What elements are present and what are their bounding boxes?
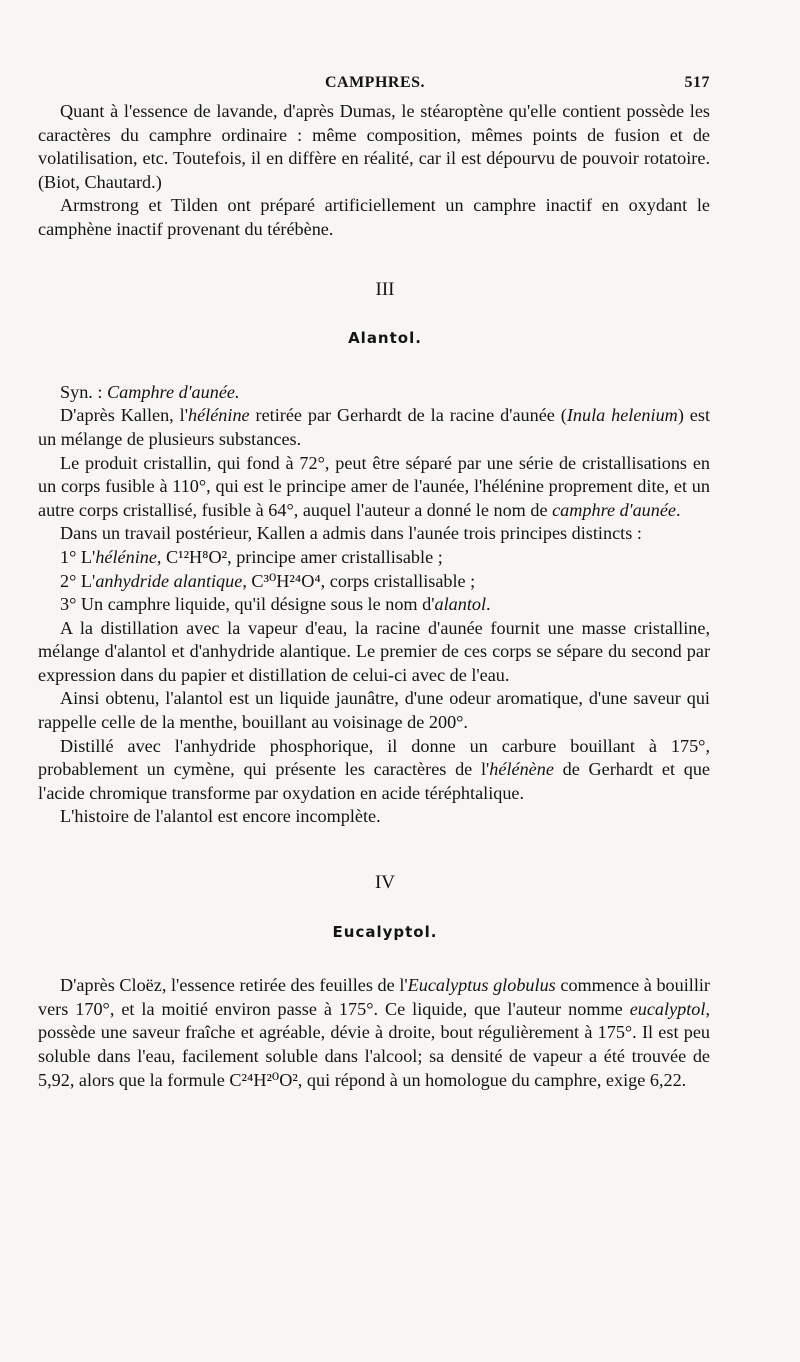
paragraph-travail: Dans un travail postérieur, Kallen a admis dans l'aunée trois principes distincts : [60, 523, 642, 544]
paragraph-lavande: Quant à l'essence de lavande, d'après Dumas, le stéaroptène qu'elle contient possède les caractères du camphre ordinaire : même composition, mêmes points de fusion et de volatilisation, etc. Toutefois, il en diffère en réalité, car il est dépourvu de pouvoir rotatoire. (Biot, Chautard.) [38, 101, 710, 192]
paragraph-armstrong: Armstrong et Tilden ont préparé artificiellement un camphre inactif en oxydant le camphène inactif provenant du térébène. [38, 195, 710, 239]
list-item-2: 2° L'anhydride alantique, C³⁰H²⁴O⁴, corps cristallisable ; [60, 570, 476, 591]
paragraph-distille: Distillé avec l'anhydride phosphorique, il donne un carbure bouillant à 175°, probablement un cymène, qui présente les caractères de l'hélénène de Gerhardt et que l'acide chromique transforme par oxydation en acide téréphtalique. [38, 735, 711, 803]
paragraph-kallen: D'après Kallen, l'hélénine retirée par Gerhardt de la racine d'aunée (Inula helenium) est un mélange de plusieurs substances. [38, 405, 710, 449]
paragraph-ainsi: Ainsi obtenu, l'alantol est un liquide jaunâtre, d'une odeur aromatique, d'une saveur qui rappelle celle de la menthe, bouillant au voisinage de 200°. [38, 688, 710, 733]
list-item-3: 3° Un camphre liquide, qu'il désigne sous le nom d'alantol. [60, 594, 491, 615]
page-body [38, 100, 710, 1092]
list-item-1: 1° L'hélénine, C¹²H⁸O², principe amer cristallisable ; [60, 546, 443, 567]
page-number: 517 [684, 74, 710, 91]
running-title: CAMPHRES. [324, 74, 426, 91]
paragraph-cloez: D'après Cloëz, l'essence retirée des feuilles de l'Eucalyptus globulus commence à bouillir vers 170°, et la moitié environ passe à 175°. Ce liquide, que l'auteur nomme eucalyptol, possède une saveur fraîche et agréable, dévie à droite, bout régulièrement à 175°. Il est peu soluble dans l'eau, facilement soluble dans l'alcool; sa densité de vapeur a été trouvée de 5,92, alors que la formule C²⁴H²⁰O², qui répond à un homologue du camphre, exige 6,22. [38, 975, 710, 1090]
paragraph-produit: Le produit cristallin, qui fond à 72°, peut être séparé par une série de cristallisations en un corps fusible à 110°, qui est le principe amer de l'aunée, l'hélénine proprement dite, et un autre corps cristallisé, fusible à 64°, auquel l'auteur a donné le nom de camphre d'aunée. [38, 452, 710, 520]
section-number-iv: IV [374, 872, 396, 894]
section-title-alantol: Alantol. [348, 329, 422, 348]
section-number-iii: III [375, 278, 395, 300]
paragraph-distillation: A la distillation avec la vapeur d'eau, la racine d'aunée fournit une masse cristalline, mélange d'alantol et d'anhydride alantique. Le premier de ces corps se sépare du second par expression dans du papier et distillation de celui-ci avec de l'eau. [38, 617, 710, 685]
running-header [40, 74, 710, 96]
paragraph-synonym: Syn. : Camphre d'aunée. [60, 381, 240, 402]
section-title-eucalyptol: Eucalyptol. [332, 922, 438, 941]
paragraph-histoire: L'histoire de l'alantol est encore incomplète. [60, 806, 381, 827]
